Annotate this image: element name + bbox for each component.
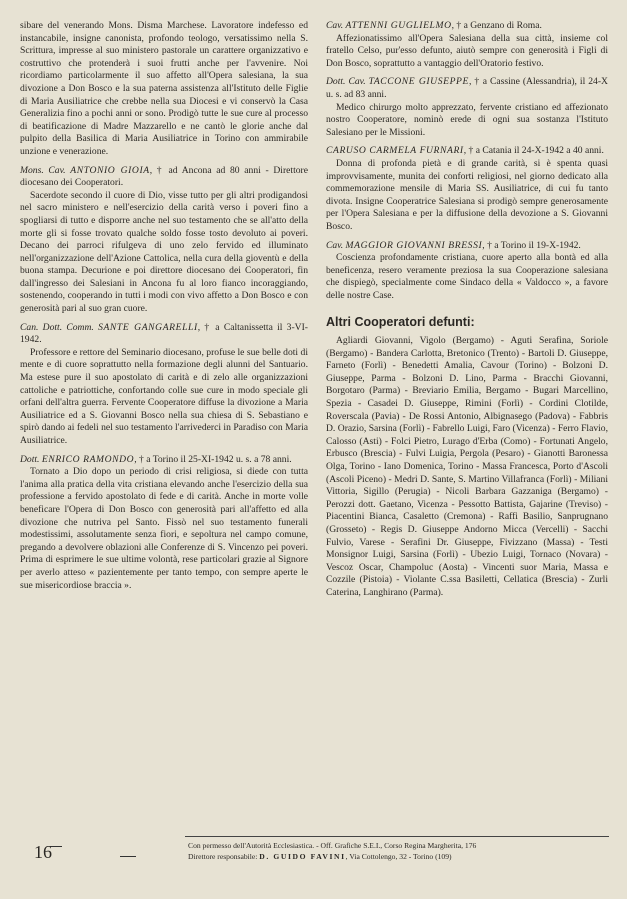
obituary-body: Professore e rettore del Seminario diocesano, profuse le sue belle doti di mente e di cuore soprattutto nella formazione degli alunni del Santuario. Ma estese pure il suo apostolato di carità e di zelo alle organizzazioni cattoliche e patriottiche, confortando colle sue cure in modo speciale gli orfani dell'altra guerra. Fervente Cooperatore diffuse la divozione a Maria Ausiliatrice ed a S. Giovanni Bosco nella sua chiesa di S. Sebastiano e spirò dando ai fedeli nel suo testamento l'arrivederci in Paradiso con Maria Ausiliatrice. xyxy=(20,346,308,446)
obituary-title-label: Mons. Cav. xyxy=(20,164,66,176)
obituary-body: Donna di profonda pietà e di grande carità, si è spenta quasi improvvisamente, munita dei conforti religiosi, nel giorno dedicato alla commemorazione mensile di Maria SS. Ausiliatrice, di cui fu tanto divota. Insigne Cooperatrice Salesiana si prodigò sempre generosamente per l'Opera Salesiana e per la diffusione della devozione a S. Giovanni Bosco. xyxy=(326,157,608,232)
obituary-name: ENRICO RAMONDO xyxy=(41,453,135,465)
imprint-line xyxy=(188,851,476,862)
footer-divider xyxy=(185,836,609,837)
obituary-name: SANTE GANGARELLI xyxy=(98,321,198,333)
obituary-title-label: Dott. xyxy=(20,453,40,465)
obituary-title-label: Cav. xyxy=(326,239,344,251)
obituary-body: Sacerdote secondo il cuore di Dio, visse tutto per gli altri prodigandosi nel sacro ministero e nell'esercizio della carità verso i poveri fino a spogliarsi di tutto e disporre anche nel suo testamento che se all'atto della morte gli si fosse trovato qualche soldo fosse tosto devoluto ai poveri. Decano dei parroci rifulgeva di uno zelo fervido ed illuminato nell'organizzazione dell'Azione Cattolica, nella cura della gioventù e della buona stampa. Decurione e poi direttore diocesano dei Cooperatori, fin dall'ingresso dei Salesiani in Ancona fu al loro fianco incoraggiando, sostenendo, cooperando in tutti i modi con vivo affetto a Don Bosco e con generosità pari al suo gran cuore. xyxy=(20,189,308,315)
imprint xyxy=(188,840,476,862)
imprint-line: Con permesso dell'Autorità Ecclesiastica. - Off. Grafiche S.E.I., Corso Regina Margherita, 176 xyxy=(188,841,477,850)
obituary-details: , † a Caltanissetta il 3-VI-1942. xyxy=(20,321,308,346)
obituary-name: CARUSO CARMELA FURNARI xyxy=(326,145,464,157)
obituary-body: Coscienza profondamente cristiana, cuore aperto alla bontà ed alla beneficenza, resero veramente preziosa la sua Cooperazione salesiana che dispiegò, specialmente come Sindaco della « Valdocco », a favore delle nostre Case. xyxy=(326,252,608,301)
obituary-body: Medico chirurgo molto apprezzato, fervente cristiano ed affezionato nostro Cooperatore, nominò erede di ogni sua sostanza l'Istituto Salesiano per le Missioni. xyxy=(326,101,608,138)
obituary-heading xyxy=(326,240,608,253)
obituary-heading xyxy=(326,20,608,33)
imprint-director-label: Direttore responsabile: xyxy=(188,852,258,861)
obituary-name: ATTENNI GUGLIELMO xyxy=(345,20,452,31)
imprint-address: , Via Cottolengo, 32 - Torino (109) xyxy=(345,852,452,861)
intro-paragraph: sibare del venerando Mons. Disma Marchese. Lavoratore indefesso ed instancabile, insigne canonista, profondo teologo, versatissimo nella S. Scrittura, impresse al suo ministero pastorale un carattere organizzativo e costruttivo che protenderà i suoi frutti anche per l'avvenire. Noi ricordiamo particolarmente il suo affetto all'Opera salesiana, la sua divozione a Don Bosco e la sua paterna assistenza all'Istituto delle Figlie di Maria Ausiliatrice che crebbe nella sua Diocesi e vi conservò la Casa Generalizia fino a pochi anni or sono. Prodigò tutte le sue cure al processo di beatificazione di Madre Mazzarello e ne cantò le glorie anche dal pulpito della Basilica di Maria Ausiliatrice in Torino con ammirabile unzione e venerazione. xyxy=(20,20,308,157)
left-column xyxy=(20,20,308,592)
obituary-details: , † a Torino il 25-XI-1942 u. s. a 78 anni. xyxy=(134,453,292,465)
page-number-dash xyxy=(120,856,136,857)
obituary-title-label: Can. Dott. Comm. xyxy=(20,321,94,333)
right-column xyxy=(326,20,608,600)
obituary-body: Tornato a Dio dopo un periodo di crisi religiosa, si diede con tutta l'anima alla pratica della vita cristiana elevando anche l'esercizio della sua professione a fervido apostolato di fede e di carità. Anche in morte volle beneficare l'Opera di Don Bosco con generosità pari all'affetto ed alla divozione che nutriva pel Santo. Fissò nel suo testamento funerali modestissimi, assolutamente senza fiori, e sepoltura nel campo comune, pregando a devolvere oblazioni alle Conferenze di S. Vincenzo pei poveri. Prima di esprimere le sue ultime volontà, rese particolari grazie al Signore per averlo atteso « pazientemente per tanto tempo, con sempre aperte le sue misericordiose braccia ». xyxy=(20,466,308,591)
obituary-body: Affezionatissimo all'Opera Salesiana della sua città, insieme col fratello Celso, pur'esso defunto, aiutò sempre con generosità i Figli di Don Bosco, soprattutto a vantaggio dell'Oratorio festivo. xyxy=(326,32,608,69)
other-cooperators-list: Agliardi Giovanni, Vigolo (Bergamo) - Aguti Serafina, Soriole (Bergamo) - Bandera Carlotta, Bretonico (Trento) - Bartoli D. Giuseppe, Farneto (Forlì) - Benedetti Amalia, Cavour (Torino) - Bolzoni D. Giuseppe, Parma - Bolzoni D. Lino, Parma - Bracchi Giovanni, Borgotaro (Parma) - Breviario Emilia, Bergamo - Bugari Marcellino, Spezia - Casadei D. Giuseppe, Rimini (Forlì) - Cordini Clotilde, Roverscala (Pavia) - De Rossi Antonio, Albignasego (Padova) - Fabbris D. Orazio, Sarsina (Forlì) - Fabrello Luigi, Faro (Vicenza) - Ferro Flavio, Calosso (Asti) - Folci Pietro, Lurago d'Erba (Como) - Fortunati Angelo, Erbusco (Brescia) - Fulvi Luigia, Pergola (Pesaro) - Gianotti Baronessa Olga, Torino - Iano Domenica, Torino - Massa Francesca, Porto d'Ascoli (Ascoli Piceno) - Medri D. Sante, S. Martino Villafranca (Forlì) - Miliani Vittoria, Sigillo (Perugia) - Nicoli Barbara Gazzaniga (Bergamo) - Perozzi dott. Gaetano, Vicenza - Pessotto Battista, Gajarine (Treviso) - Piacentini Bianca, Casaletto (Cremona) - Raffi Basilio, Sanprugnano (Grosseto) - Regis D. Giuseppe Andorno Micca (Vercelli) - Sacchi Fulvio, Varese - Serafini Dr. Giuseppe, Fivizzano (Massa) - Testi Monsignor Luigi, Sarsina (Forlì) - Ubezio Luigi, Tornaco (Novara) - Vescoz Oscar, Champoluc (Aosta) - Vincenti suor Maria, Massa e Cozzile (Pistoia) - Violante C.ssa Basiletti, Cellatica (Brescia) - Zurli Caterina, Langhirano (Parma). xyxy=(326,335,608,598)
obituary-details: , † a Torino il 19-X-1942. xyxy=(482,239,581,251)
obituary-name: ANTONIO GIOIA xyxy=(70,164,150,176)
obituary-heading xyxy=(326,76,608,101)
page-footer xyxy=(20,836,609,876)
obituary-title-label: Cav. xyxy=(326,20,344,31)
obituary-details: , † a Catania il 24-X-1942 a 40 anni. xyxy=(463,145,604,157)
obituary-heading xyxy=(20,454,308,467)
obituary-heading xyxy=(20,322,308,347)
obituary-title-label: Dott. Cav. xyxy=(326,76,366,88)
obituary-details: , † a Cassine (Alessandria), il 24-X u. s. ad 83 anni. xyxy=(326,76,608,100)
obituary-details: , † ad Ancona ad 80 anni - Direttore diocesano dei Cooperatori. xyxy=(20,164,308,189)
obituary-heading xyxy=(20,165,308,190)
page-number: 16 xyxy=(34,842,52,862)
obituary-heading xyxy=(326,145,608,158)
obituary-name: MAGGIOR GIOVANNI BRESSI xyxy=(345,239,483,251)
imprint-director-name: D. GUIDO FAVINI xyxy=(259,852,346,861)
obituary-name: TACCONE GIUSEPPE xyxy=(368,76,469,88)
obituary-details: , † a Genzano di Roma. xyxy=(451,20,542,31)
section-title: Altri Cooperatori defunti: xyxy=(326,315,475,330)
